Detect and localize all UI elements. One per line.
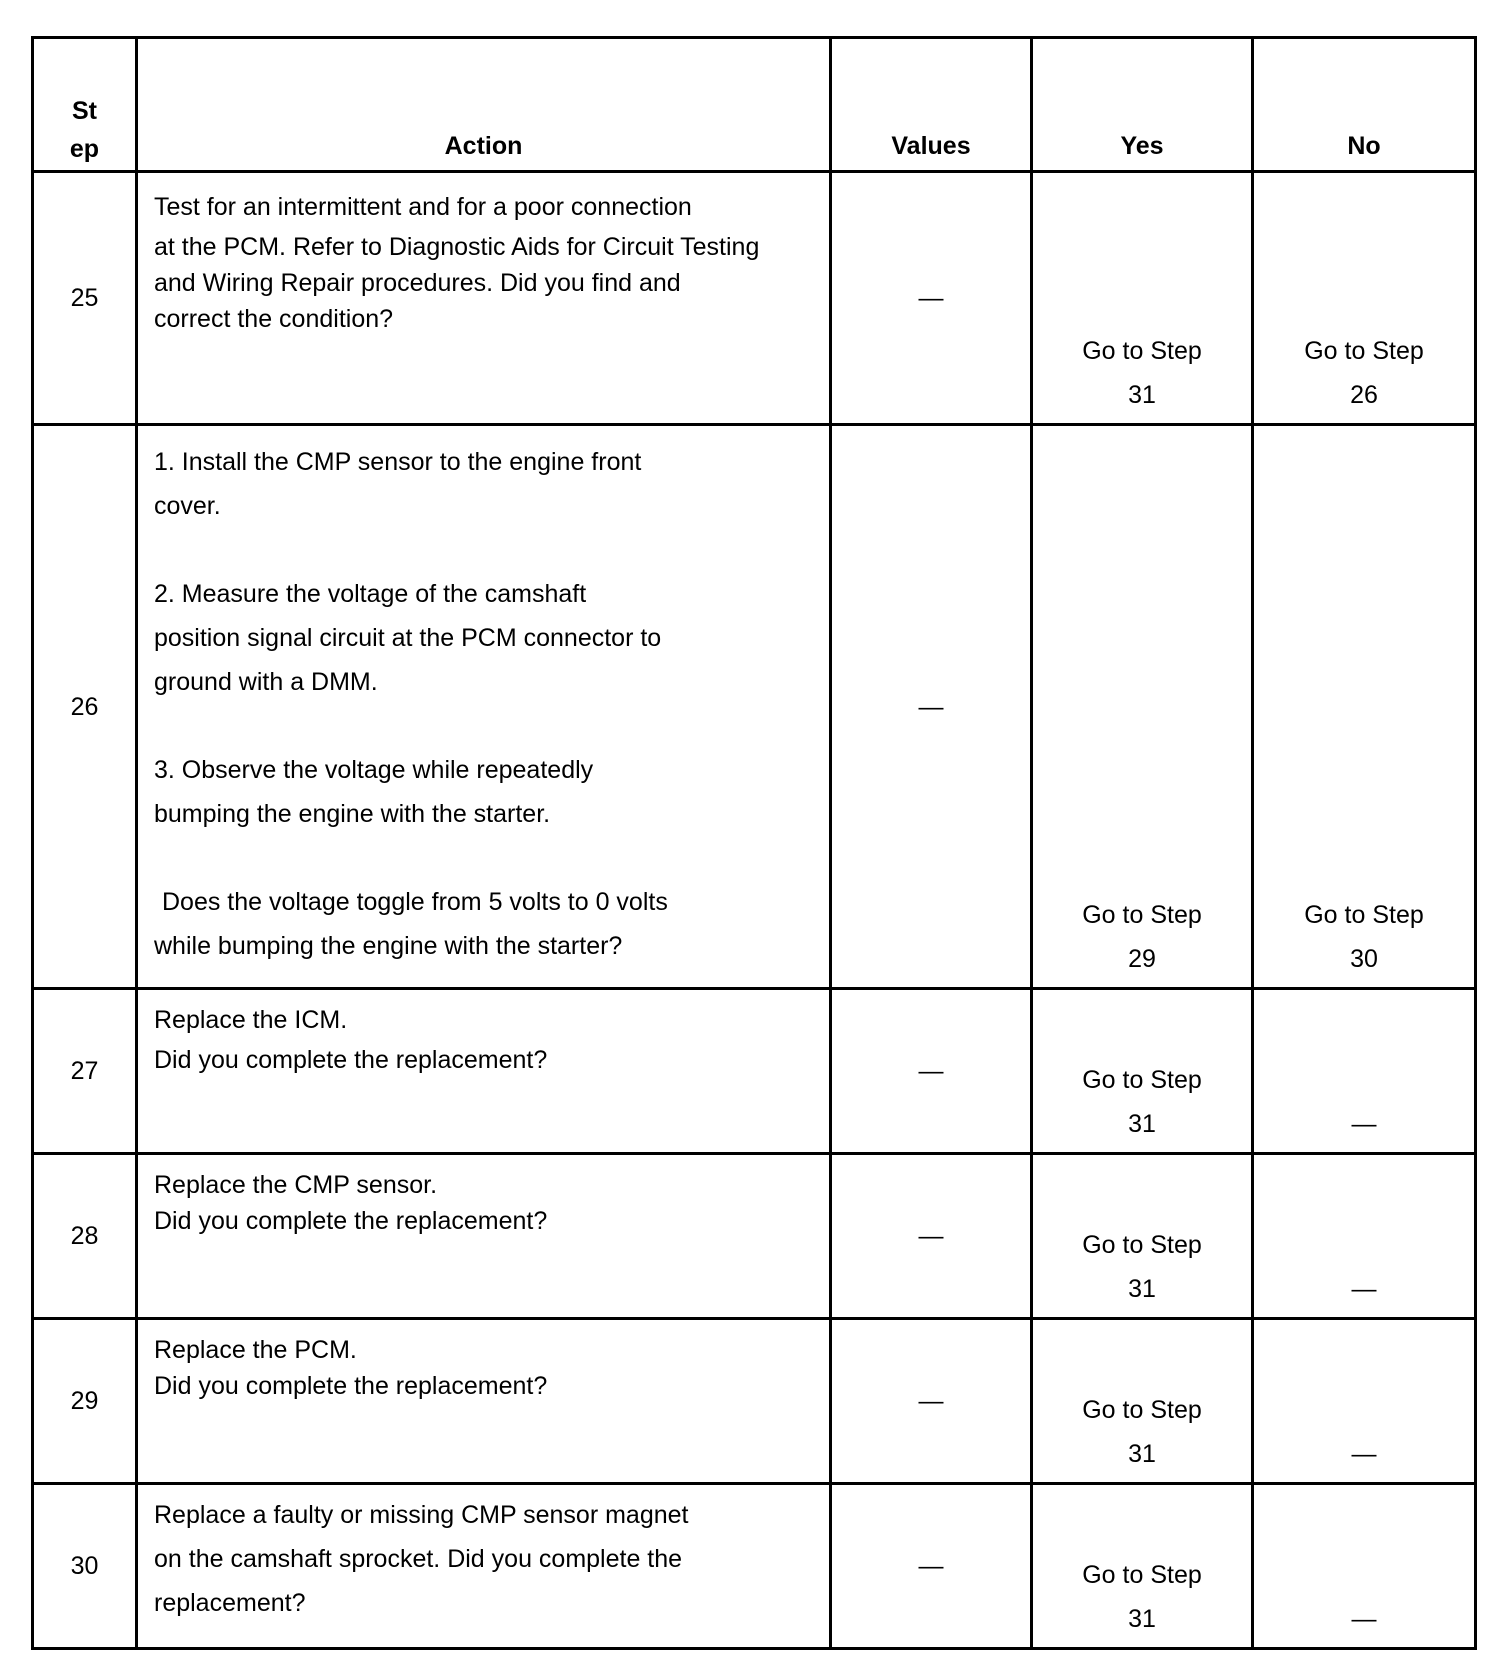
table-row — [33, 425, 1476, 989]
no-label: Go to Step — [1304, 901, 1424, 929]
yes-cell — [1032, 1154, 1253, 1319]
diagnostic-table — [31, 36, 1477, 1650]
action-line: cover. — [154, 492, 221, 520]
no-cell: — — [1253, 1154, 1476, 1319]
yes-step: 31 — [1128, 1275, 1156, 1303]
action-line: while bumping the engine with the starter? — [154, 932, 623, 960]
no-cell — [1253, 172, 1476, 425]
table-row — [33, 172, 1476, 425]
action-line: Replace the ICM. — [154, 1006, 348, 1034]
action-line: Did you complete the replacement? — [154, 1046, 548, 1074]
yes-label: Go to Step — [1082, 337, 1202, 365]
step-number: 28 — [33, 1154, 137, 1319]
values-cell: — — [831, 425, 1032, 989]
action-line: replacement? — [154, 1589, 306, 1617]
yes-cell — [1032, 425, 1253, 989]
yes-label: Go to Step — [1082, 901, 1202, 929]
yes-label: Go to Step — [1082, 1396, 1202, 1424]
table-row — [33, 1484, 1476, 1649]
yes-label: Go to Step — [1082, 1066, 1202, 1094]
values-cell: — — [831, 1154, 1032, 1319]
action-cell — [137, 1484, 831, 1649]
action-line: correct the condition? — [154, 305, 394, 333]
yes-cell — [1032, 1484, 1253, 1649]
step-number: 29 — [33, 1319, 137, 1484]
action-line: Replace the PCM. — [154, 1336, 357, 1364]
action-cell — [137, 1154, 831, 1319]
table-row — [33, 1319, 1476, 1484]
step-number: 25 — [33, 172, 137, 425]
action-cell — [137, 989, 831, 1154]
no-step: 26 — [1350, 381, 1378, 409]
header-row — [33, 38, 1476, 172]
action-line: and Wiring Repair procedures. Did you find and — [154, 269, 681, 297]
action-line: 1. Install the CMP sensor to the engine front — [154, 448, 642, 476]
no-label: Go to Step — [1304, 337, 1424, 365]
step-number: 30 — [33, 1484, 137, 1649]
action-line: Replace a faulty or missing CMP sensor magnet — [154, 1501, 689, 1529]
no-cell: — — [1253, 989, 1476, 1154]
action-line: 2. Measure the voltage of the camshaft — [154, 580, 587, 608]
action-cell — [137, 425, 831, 989]
values-cell: — — [831, 989, 1032, 1154]
action-line: Did you complete the replacement? — [154, 1372, 548, 1400]
values-cell: — — [831, 1484, 1032, 1649]
step-number: 26 — [33, 425, 137, 989]
no-cell — [1253, 425, 1476, 989]
table-row — [33, 989, 1476, 1154]
yes-label: Go to Step — [1082, 1561, 1202, 1589]
values-cell: — — [831, 1319, 1032, 1484]
action-line: position signal circuit at the PCM connector to — [154, 624, 662, 652]
action-line: 3. Observe the voltage while repeatedly — [154, 756, 594, 784]
header-step — [33, 38, 137, 172]
yes-step: 29 — [1128, 945, 1156, 973]
action-line: on the camshaft sprocket. Did you complete the — [154, 1545, 683, 1573]
action-line: Replace the CMP sensor. — [154, 1171, 438, 1199]
action-line: Test for an intermittent and for a poor connection — [154, 193, 692, 221]
yes-step: 31 — [1128, 1605, 1156, 1633]
header-yes: Yes — [1032, 38, 1253, 172]
no-cell: — — [1253, 1484, 1476, 1649]
action-line: bumping the engine with the starter. — [154, 800, 551, 828]
yes-step: 31 — [1128, 1110, 1156, 1138]
header-step-line1: St — [72, 97, 97, 125]
action-line: ground with a DMM. — [154, 668, 378, 696]
no-step: 30 — [1350, 945, 1378, 973]
yes-cell — [1032, 1319, 1253, 1484]
no-cell: — — [1253, 1319, 1476, 1484]
action-line: Does the voltage toggle from 5 volts to 0 volts — [162, 888, 668, 916]
yes-label: Go to Step — [1082, 1231, 1202, 1259]
action-line: at the PCM. Refer to Diagnostic Aids for Circuit Testing — [154, 233, 760, 261]
yes-step: 31 — [1128, 1440, 1156, 1468]
action-line: Did you complete the replacement? — [154, 1207, 548, 1235]
values-cell: — — [831, 172, 1032, 425]
yes-step: 31 — [1128, 381, 1156, 409]
yes-cell — [1032, 989, 1253, 1154]
table-row — [33, 1154, 1476, 1319]
header-action: Action — [137, 38, 831, 172]
step-number: 27 — [33, 989, 137, 1154]
header-step-line2: ep — [69, 135, 100, 163]
action-cell — [137, 1319, 831, 1484]
action-cell — [137, 172, 831, 425]
header-values: Values — [831, 38, 1032, 172]
yes-cell — [1032, 172, 1253, 425]
header-no: No — [1253, 38, 1476, 172]
